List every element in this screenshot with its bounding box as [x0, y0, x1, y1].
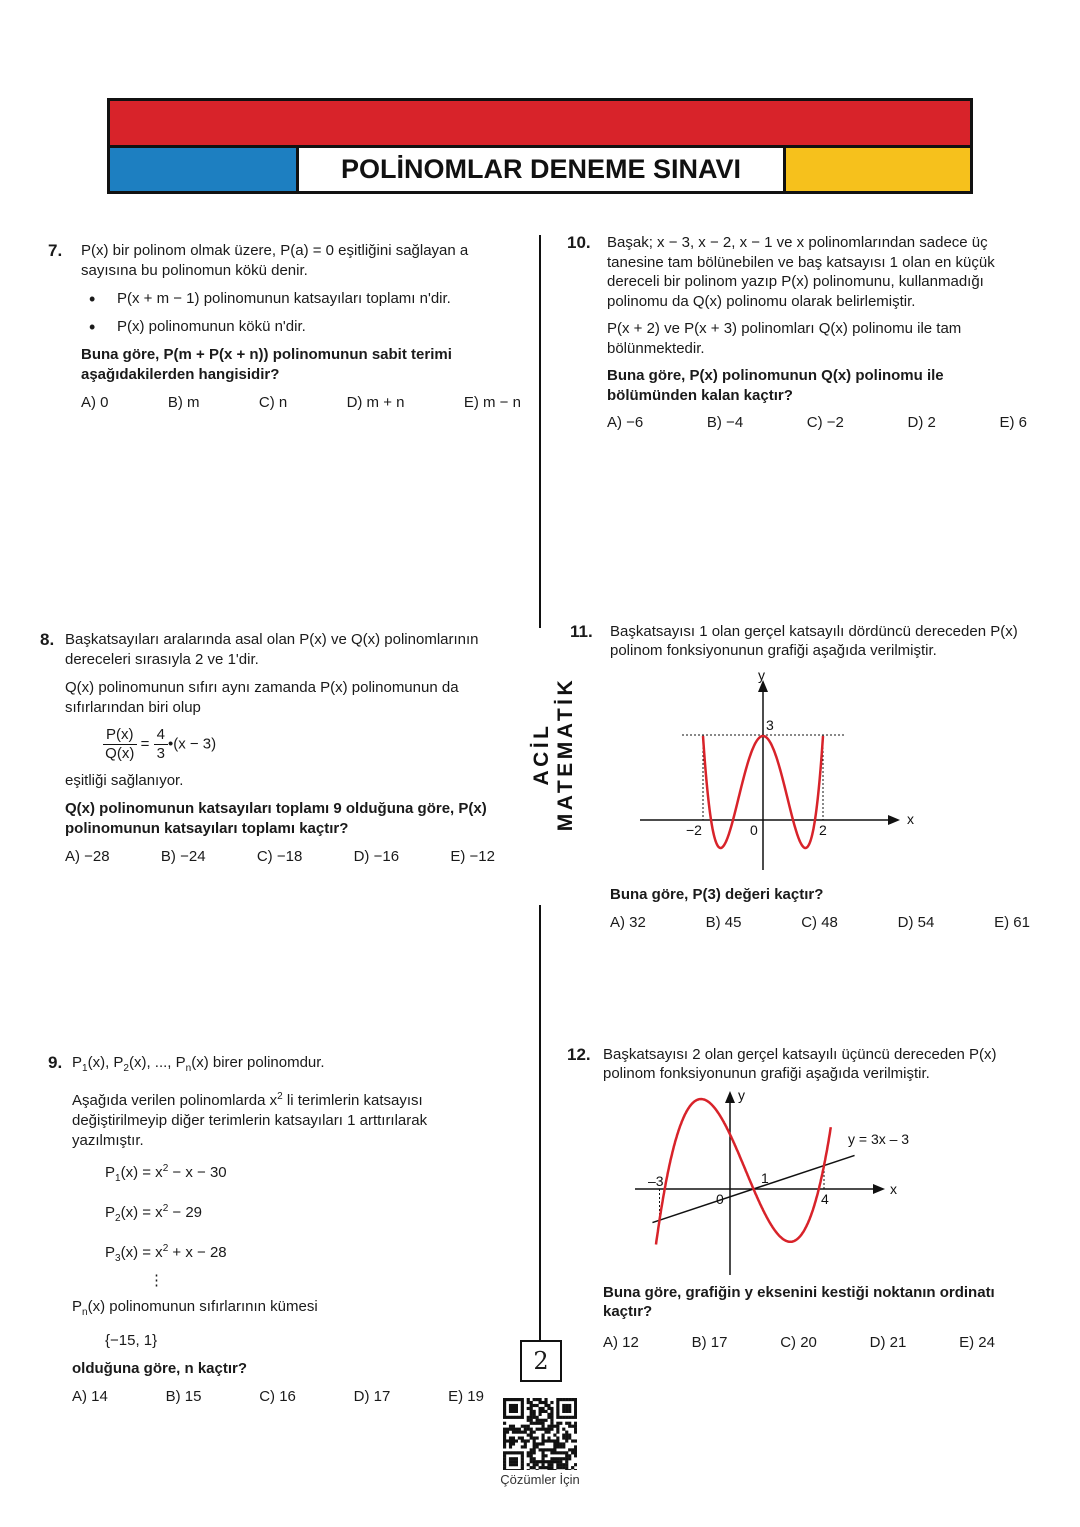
text: (x) birer polinomdur.: [191, 1054, 325, 1071]
option-c[interactable]: C) −2: [806, 414, 844, 431]
text: (x), ..., P: [128, 1054, 186, 1071]
polynomial-item: $P_1(x) = x^2 - x - 30$: [105, 1163, 227, 1184]
tick-label-minus3: –3: [648, 1173, 664, 1189]
option-a[interactable]: A) 12: [603, 1334, 639, 1351]
question-7: [81, 241, 521, 413]
exam-header-banner: [107, 98, 973, 194]
polynomial-list: [105, 1159, 484, 1291]
text: = x: [142, 1204, 163, 1221]
question-8-prompt: Q(x) polinomunun katsayıları toplamı 9 olduğuna göre, P(x) polinomunun katsayıları toplamı kaçtır?: [65, 800, 487, 837]
tick-label-4: 4: [821, 1191, 829, 1207]
numerator: 4: [154, 726, 168, 745]
option-b[interactable]: B) 15: [165, 1388, 202, 1405]
question-9: [72, 1053, 484, 1407]
question-9-number: 9.: [48, 1053, 63, 1072]
text: − 29: [168, 1204, 203, 1221]
question-9-description: [72, 1087, 484, 1151]
option-a[interactable]: A) 14: [72, 1388, 108, 1405]
y-axis-label: y: [758, 667, 765, 683]
origin-label: 0: [716, 1191, 724, 1207]
option-e[interactable]: E) 19: [448, 1388, 484, 1405]
tick-label-minus2: −2: [686, 822, 702, 838]
text: + x − 28: [168, 1244, 227, 1261]
y-axis-label: y: [738, 1087, 745, 1103]
superscript: 2: [277, 1091, 283, 1102]
subscript: 3: [115, 1253, 121, 1264]
denominator: Q(x): [105, 745, 135, 762]
option-b[interactable]: B) m: [167, 394, 200, 411]
question-12-number: 12.: [567, 1045, 591, 1064]
text: P: [72, 1054, 83, 1071]
page-number: 2: [520, 1340, 562, 1382]
header-blue-block: [110, 148, 296, 191]
subscript: n: [82, 1307, 88, 1318]
line-label: y = 3x – 3: [848, 1131, 910, 1147]
tick-label-1: 1: [761, 1170, 769, 1186]
brand-logo: ACİL MATEMATİK: [530, 676, 577, 832]
text: Aşağıda verilen polinomlarda x: [72, 1092, 278, 1109]
option-e[interactable]: E) −12: [450, 848, 495, 865]
subscript: 1: [82, 1063, 88, 1074]
question-11-options: [610, 913, 1030, 933]
text: (x) polinomunun sıfırlarının kümesi: [87, 1298, 318, 1315]
equals-sign: =: [140, 735, 150, 753]
option-a[interactable]: A) −6: [607, 414, 644, 431]
header-red-band: [110, 101, 970, 145]
zero-set: {−15, 1}: [105, 1332, 158, 1349]
question-8-text: Q(x) polinomunun sıfırı aynı zamanda P(x) polinomunun da sıfırlarından biri olup: [65, 679, 459, 716]
question-7-bullet: • P(x) polinomunun kökü n'dir.: [81, 317, 521, 337]
question-12-graph: [620, 1085, 940, 1280]
option-d[interactable]: D) 21: [869, 1334, 907, 1351]
text: = x: [142, 1164, 163, 1181]
header-yellow-block: [786, 148, 970, 191]
question-8-options: [65, 847, 495, 867]
question-10-number: 10.: [567, 233, 591, 252]
text: − x − 30: [168, 1164, 227, 1181]
origin-label: 0: [750, 822, 758, 838]
option-c[interactable]: C) n: [258, 394, 288, 411]
fraction-p-over-q: [103, 726, 137, 763]
equation-factor: •(x − 3): [167, 735, 217, 753]
question-8-equation: [103, 726, 495, 763]
question-9-options: [72, 1387, 484, 1407]
polynomial-item: $P_2(x) = x^2 - 29$: [105, 1203, 203, 1224]
question-9-zeros: $P_n(x)$ polinomunun sıfırlarının kümesi: [72, 1298, 318, 1318]
option-d[interactable]: D) 54: [897, 914, 935, 931]
question-7-options: [81, 393, 521, 413]
question-9-intro: [72, 1053, 484, 1079]
option-c[interactable]: C) 20: [780, 1334, 817, 1351]
option-d[interactable]: D) −16: [353, 848, 400, 865]
question-7-prompt: Buna göre, P(m + P(x + n)) polinomunun sabit terimi aşağıdakilerden hangisidir?: [81, 346, 452, 383]
option-e[interactable]: E) m − n: [463, 394, 521, 411]
question-12-prompt: Buna göre, grafiğin y eksenini kestiği noktanın ordinatı kaçtır?: [603, 1284, 995, 1320]
question-7-number: 7.: [48, 241, 63, 260]
text: li terimlerin katsayısı değiştirilmeyip diğer terimlerin katsayıları 1 arttırılarak yazılmıştır.: [72, 1092, 428, 1149]
question-11-graph: [600, 660, 940, 880]
question-8-text: Başkatsayıları aralarında asal olan P(x) ve Q(x) polinomlarının dereceleri sırasıyla 2 ve 1'dir.: [65, 631, 479, 668]
question-12-options: [603, 1333, 995, 1352]
denominator: 3: [156, 745, 165, 762]
subscript: 2: [115, 1213, 121, 1224]
option-a[interactable]: A) −28: [65, 848, 110, 865]
subscript: 1: [115, 1173, 121, 1184]
option-d[interactable]: D) m + n: [346, 394, 405, 411]
question-10-options: [607, 413, 1027, 433]
y-axis-arrow-icon: [725, 1091, 735, 1103]
question-7-bullet: • P(x + m − 1) polinomunun katsayıları toplamı n'dir.: [81, 289, 521, 309]
tick-label-2: 2: [819, 822, 827, 838]
option-c[interactable]: C) 48: [801, 914, 838, 931]
question-10-prompt: Buna göre, P(x) polinomunun Q(x) polinomu ile bölümünden kalan kaçtır?: [607, 367, 944, 404]
subscript: 2: [123, 1063, 129, 1074]
question-8-text: eşitliği sağlanıyor.: [65, 772, 184, 789]
option-e[interactable]: E) 24: [959, 1334, 995, 1351]
fraction-4-over-3: [154, 726, 168, 763]
column-divider-bottom: [539, 905, 541, 1342]
question-12-body: [603, 1283, 1023, 1352]
question-11-prompt: Buna göre, P(3) değeri kaçtır?: [610, 886, 824, 903]
question-11-text: Başkatsayısı 1 olan gerçel katsayılı dördüncü dereceden P(x) polinom fonksiyonunun grafiği aşağıda verilmiştir.: [610, 623, 1018, 659]
tick-label-y3: 3: [766, 717, 774, 733]
question-12-text: Başkatsayısı 2 olan gerçel katsayılı üçüncü dereceden P(x) polinom fonksiyonunun grafiği aşağıda verilmiştir.: [603, 1046, 997, 1082]
question-11-number: 11.: [570, 622, 593, 641]
qr-caption: Çözümler İçin: [500, 1472, 580, 1487]
question-10-text: Başak; x − 3, x − 2, x − 1 ve x polinomlarından sadece üç tanesine tam bölünebilen ve baş katsayısı 1 olan en küçük dereceli bir polinom yazıp P(x) polinomunu, kullanmadığı polinomu da Q(x) polinomu olarak belirlemiştir.: [607, 234, 995, 310]
option-b[interactable]: B) 17: [691, 1334, 728, 1351]
option-d[interactable]: D) 17: [353, 1388, 391, 1405]
numerator: P(x): [103, 726, 137, 745]
polynomial-item: $P_3(x) = x^2 + x - 28$: [105, 1243, 227, 1264]
option-a[interactable]: A) 32: [610, 914, 646, 931]
question-9-prompt: olduğuna göre, n kaçtır?: [72, 1360, 248, 1377]
question-11-body: [610, 885, 1030, 933]
option-a[interactable]: A) 0: [81, 394, 109, 411]
subscript: n: [185, 1063, 192, 1074]
x-axis-label: x: [890, 1181, 897, 1197]
exam-title: POLİNOMLAR DENEME SINAVI: [299, 148, 783, 191]
option-e[interactable]: E) 61: [994, 914, 1030, 931]
option-e[interactable]: E) 6: [999, 414, 1027, 431]
question-8: [65, 630, 495, 867]
question-10: [607, 233, 1027, 433]
x-axis-label: x: [907, 811, 914, 827]
text: (x), P: [87, 1054, 124, 1071]
x-axis-arrow-icon: [888, 815, 900, 825]
option-b[interactable]: B) −24: [160, 848, 206, 865]
column-divider-top: [539, 235, 541, 628]
question-7-intro: P(x) bir polinom olmak üzere, P(a) = 0 eşitliğini sağlayan a sayısına bu polinomun kökü denir.: [81, 242, 469, 279]
question-10-text: P(x + 2) ve P(x + 3) polinomları Q(x) polinomu ile tam bölünmektedir.: [607, 320, 962, 357]
question-8-number: 8.: [40, 630, 55, 649]
qr-code[interactable]: [503, 1398, 577, 1470]
option-b[interactable]: B) −4: [706, 414, 744, 431]
option-c[interactable]: C) −18: [256, 848, 303, 865]
option-d[interactable]: D) 2: [907, 414, 936, 431]
vertical-ellipsis: ⋮: [149, 1272, 164, 1289]
x-axis-arrow-icon: [873, 1184, 885, 1194]
option-c[interactable]: C) 16: [259, 1388, 296, 1405]
text: = x: [142, 1244, 163, 1261]
option-b[interactable]: B) 45: [705, 914, 742, 931]
